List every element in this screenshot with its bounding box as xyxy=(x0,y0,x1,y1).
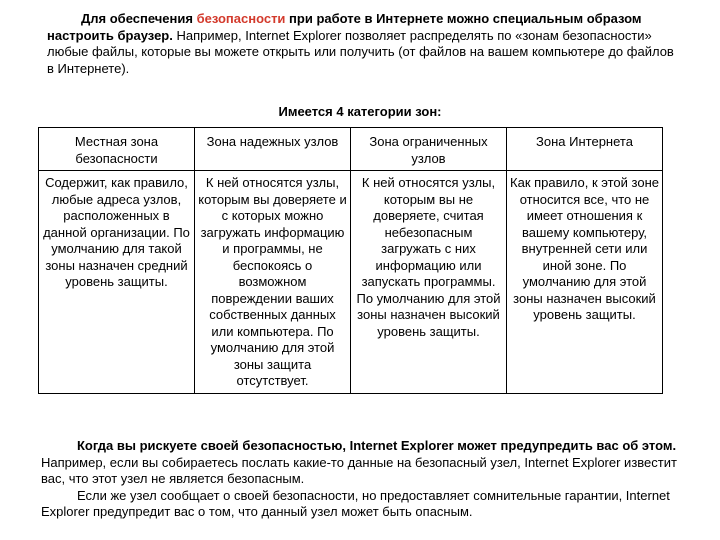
outro-paragraph-1 xyxy=(41,438,681,488)
table-row xyxy=(39,171,663,394)
outro-paragraph-2: Если же узел сообщает о своей безопасности, но предоставляет сомнительные гарантии, Internet Explorer предупредит вас о том, что данный узел может быть опасным. xyxy=(41,487,670,519)
zones-heading: Имеется 4 категории зон: xyxy=(278,104,442,119)
cell-local-zone: Содержит, как правило, любые адреса узлов, расположенных в данной организации. По умолчанию для такой зоны назначен средний уровень защиты. xyxy=(39,171,195,394)
header-trusted-zone: Зона надежных узлов xyxy=(195,128,351,171)
intro-paragraph xyxy=(47,11,677,77)
header-local-zone: Местная зона безопасности xyxy=(39,128,195,171)
cell-internet-zone: Как правило, к этой зоне относится все, что не имеет отношения к вашему компьютеру, внутренней сети или иной зоне. По умолчанию для этой зоны назначен высокий уровень защиты. xyxy=(507,171,663,394)
intro-bold: Для обеспечения безопасности при работе в Интернете можно специальным образом настроить браузер. xyxy=(47,11,642,43)
table-header-row xyxy=(39,128,663,171)
zones-table xyxy=(38,127,663,394)
outro-section xyxy=(41,438,681,521)
header-restricted-zone: Зона ограниченных узлов xyxy=(351,128,507,171)
outro-text: Например, если вы собираетесь послать какие-то данные на безопасный узел, Internet Explorer известит вас, что этот узел не является безопасным. xyxy=(41,454,677,486)
cell-restricted-zone: К ней относятся узлы, которым вы не доверяете, считая небезопасным загружать с них информацию или запускать программы. По умолчанию для этой зоны назначен высокий уровень защиты. xyxy=(351,171,507,394)
security-highlight: безопасности xyxy=(196,11,286,26)
cell-trusted-zone: К ней относятся узлы, которым вы доверяете и с которых можно загружать информацию и программы, не беспокоясь о возможном повреждении ваших собственных данных или компьютера. По умолчанию для этой зоны защита отсутствует. xyxy=(195,171,351,394)
intro-text: Например, Internet Explorer позволяет распределять по «зонам безопасности» любые файлы, которые вы можете открыть или получить (от файлов на вашем компьютере до файлов в Интернете). xyxy=(47,27,674,76)
outro-bold: Когда вы рискуете своей безопасностью, Internet Explorer может предупредить вас об этом. xyxy=(77,438,677,453)
header-internet-zone: Зона Интернета xyxy=(507,128,663,171)
